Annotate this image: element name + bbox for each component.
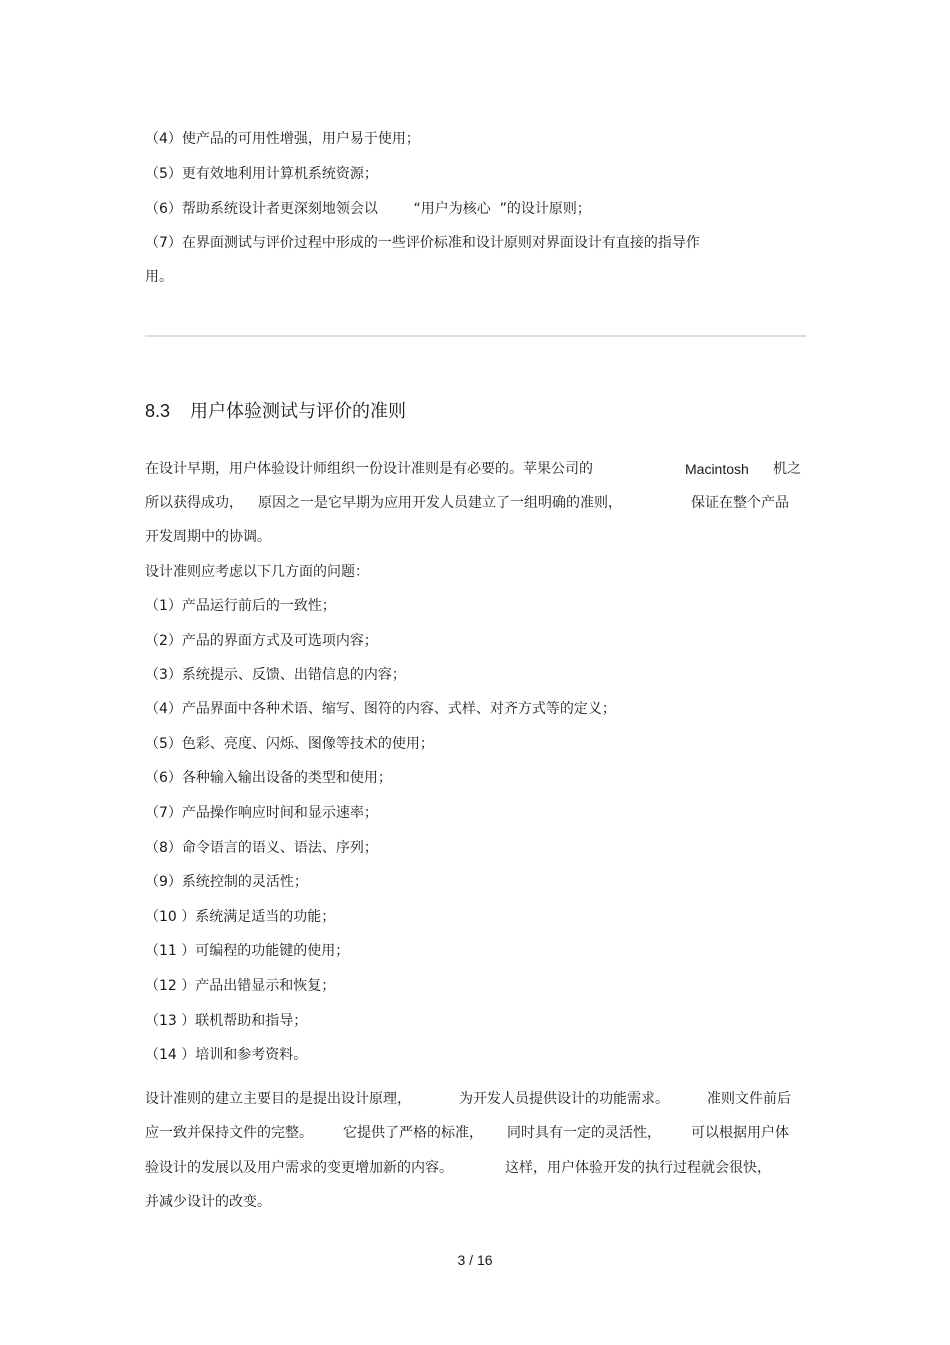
paragraph-text: 设计准则的建立主要目的是提出设计原理， xyxy=(145,1091,411,1107)
list-item: （14 ）培训和参考资料。 xyxy=(145,1047,308,1063)
paragraph-text: 机之 xyxy=(773,461,801,477)
list-item: （11 ）可编程的功能键的使用； xyxy=(145,943,350,959)
list-item: （5）色彩、亮度、闪烁、图像等技术的使用； xyxy=(145,736,434,752)
list-item: （7）产品操作响应时间和显示速率； xyxy=(145,805,378,821)
paragraph-text: 同时具有一定的灵活性， xyxy=(507,1125,661,1141)
page-number: 3 / 16 xyxy=(457,1252,493,1268)
list-item-continuation: 用。 xyxy=(145,269,173,285)
list-item: （7）在界面测试与评价过程中形成的一些评价标准和设计原则对界面设计有直接的指导作 xyxy=(145,235,700,251)
paragraph-text: 保证在整个产品 xyxy=(691,495,789,511)
paragraph-text: 这样，用户体验开发的执行过程就会很快， xyxy=(505,1160,771,1176)
paragraph-text: 所以获得成功， xyxy=(145,495,243,511)
paragraph-text: 为开发人员提供设计的功能需求。 xyxy=(459,1091,669,1107)
paragraph-text: 它提供了严格的标准， xyxy=(343,1125,483,1141)
list-item: （8）命令语言的语义、语法、序列； xyxy=(145,840,378,856)
list-item: （13 ）联机帮助和指导； xyxy=(145,1013,308,1029)
section-heading xyxy=(145,398,406,425)
paragraph-text: 在设计早期，用户体验设计师组织一份设计准则是有必要的。苹果公司的 xyxy=(145,461,593,477)
list-item: （12 ）产品出错显示和恢复； xyxy=(145,978,336,994)
paragraph-text: 设计准则应考虑以下几方面的问题： xyxy=(145,564,369,580)
paragraph-text: 并减少设计的改变。 xyxy=(145,1194,271,1210)
section-title: 用户体验测试与评价的准则 xyxy=(190,401,407,422)
section-number: 8.3 xyxy=(145,401,171,421)
list-item: （1）产品运行前后的一致性； xyxy=(145,598,336,614)
paragraph-text: Macintosh xyxy=(685,461,749,477)
list-item: （4）产品界面中各种术语、缩写、图符的内容、式样、对齐方式等的定义； xyxy=(145,701,616,717)
paragraph-text: 验设计的发展以及用户需求的变更增加新的内容。 xyxy=(145,1160,453,1176)
section-divider xyxy=(145,335,806,337)
list-item: （9）系统控制的灵活性； xyxy=(145,874,308,890)
list-item: （3）系统提示、反馈、出错信息的内容； xyxy=(145,667,406,683)
paragraph-text: 开发周期中的协调。 xyxy=(145,529,271,545)
list-item: （2）产品的界面方式及可选项内容； xyxy=(145,633,378,649)
paragraph-text: 可以根据用户体 xyxy=(691,1125,789,1141)
list-item: （6）帮助系统设计者更深刻地领会以 “用户为核心 ”的设计原则； xyxy=(145,201,591,217)
paragraph-text: 原因之一是它早期为应用开发人员建立了一组明确的准则， xyxy=(258,495,622,511)
paragraph-text: 准则文件前后 xyxy=(707,1091,791,1107)
paragraph-text: 应一致并保持文件的完整。 xyxy=(145,1125,313,1141)
list-item: （10 ）系统满足适当的功能； xyxy=(145,909,336,925)
list-item: （6）各种输入输出设备的类型和使用； xyxy=(145,770,392,786)
list-item: （4）使产品的可用性增强，用户易于使用； xyxy=(145,131,420,147)
list-item: （5）更有效地利用计算机系统资源； xyxy=(145,166,378,182)
